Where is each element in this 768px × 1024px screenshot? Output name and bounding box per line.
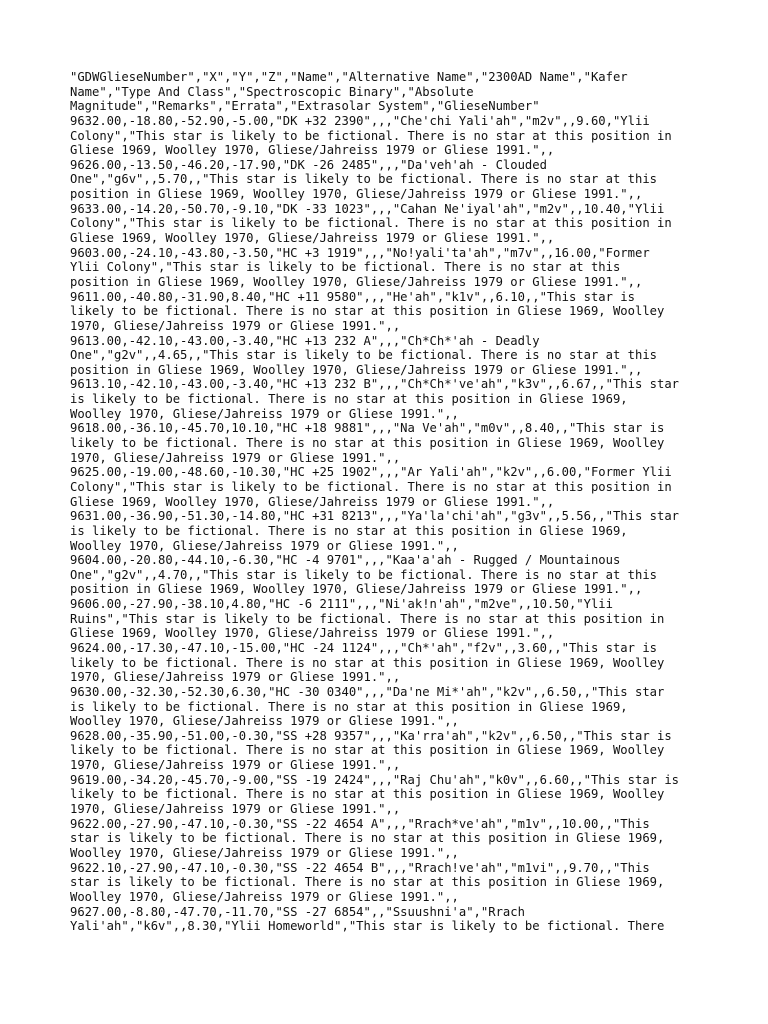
csv-line: likely to be fictional. There is no star at this position in Gliese 1969, Woolley	[70, 304, 665, 319]
csv-line: Name","Type And Class","Spectroscopic Binary","Absolute	[70, 84, 474, 99]
csv-line: Yali'ah","k6v",,8.30,"Ylii Homeworld","This star is likely to be fictional. There	[70, 919, 665, 934]
csv-line: Magnitude","Remarks","Errata","Extrasolar System","GlieseNumber"	[70, 99, 540, 114]
csv-line: 9632.00,-18.80,-52.90,-5.00,"DK +32 2390",,,"Che'chi Yali'ah","m2v",,9.60,"Ylii	[70, 113, 650, 128]
csv-line: Colony","This star is likely to be fictional. There is no star at this position in	[70, 479, 672, 494]
csv-line: position in Gliese 1969, Woolley 1970, Gliese/Jahreiss 1979 or Gliese 1991.",,	[70, 187, 643, 202]
csv-line: 9604.00,-20.80,-44.10,-6.30,"HC -4 9701",,,"Kaa'a'ah - Rugged / Mountainous	[70, 553, 621, 568]
csv-line: 1970, Gliese/Jahreiss 1979 or Gliese 1991.",,	[70, 802, 401, 817]
csv-line: One","g2v",,4.65,,"This star is likely to be fictional. There is no star at this	[70, 348, 657, 363]
csv-line: Ruins","This star is likely to be fictional. There is no star at this position in	[70, 611, 665, 626]
csv-line: Gliese 1969, Woolley 1970, Gliese/Jahreiss 1979 or Gliese 1991.",,	[70, 626, 555, 641]
csv-line: likely to be fictional. There is no star at this position in Gliese 1969, Woolley	[70, 787, 665, 802]
csv-line: Colony","This star is likely to be fictional. There is no star at this position in	[70, 216, 672, 231]
csv-line: 9622.00,-27.90,-47.10,-0.30,"SS -22 4654 A",,,"Rrach*ve'ah","m1v",,10.00,,"This	[70, 816, 650, 831]
csv-line: likely to be fictional. There is no star at this position in Gliese 1969, Woolley	[70, 655, 665, 670]
csv-line: position in Gliese 1969, Woolley 1970, Gliese/Jahreiss 1979 or Gliese 1991.",,	[70, 274, 643, 289]
csv-line: 1970, Gliese/Jahreiss 1979 or Gliese 1991.",,	[70, 318, 401, 333]
csv-line: Ylii Colony","This star is likely to be fictional. There is no star at this	[70, 260, 621, 275]
csv-line: is likely to be fictional. There is no star at this position in Gliese 1969,	[70, 523, 628, 538]
csv-line: Gliese 1969, Woolley 1970, Gliese/Jahreiss 1979 or Gliese 1991.",,	[70, 231, 555, 246]
csv-line: 9622.10,-27.90,-47.10,-0.30,"SS -22 4654 B",,,"Rrach!ve'ah","m1vi",,9.70,,"This	[70, 860, 650, 875]
csv-line: 9603.00,-24.10,-43.80,-3.50,"HC +3 1919",,,"No!yali'ta'ah","m7v",,16.00,"Former	[70, 245, 650, 260]
csv-line: is likely to be fictional. There is no star at this position in Gliese 1969,	[70, 392, 628, 407]
csv-line: 9606.00,-27.90,-38.10,4.80,"HC -6 2111",,,"Ni'ak!n'ah","m2ve",,10.50,"Ylii	[70, 597, 613, 612]
csv-line: One","g2v",,4.70,,"This star is likely to be fictional. There is no star at this	[70, 567, 657, 582]
csv-line: 9626.00,-13.50,-46.20,-17.90,"DK -26 2485",,,"Da'veh'ah - Clouded	[70, 157, 547, 172]
csv-line: Gliese 1969, Woolley 1970, Gliese/Jahreiss 1979 or Gliese 1991.",,	[70, 494, 555, 509]
csv-line: 9625.00,-19.00,-48.60,-10.30,"HC +25 1902",,,"Ar Yali'ah","k2v",,6.00,"Former Ylii	[70, 465, 672, 480]
csv-line: 9618.00,-36.10,-45.70,10.10,"HC +18 9881",,,"Na Ve'ah","m0v",,8.40,,"This star is	[70, 421, 665, 436]
csv-line: 9627.00,-8.80,-47.70,-11.70,"SS -27 6854",,"Ssuushni'a","Rrach	[70, 904, 525, 919]
csv-line: Woolley 1970, Gliese/Jahreiss 1979 or Gliese 1991.",,	[70, 538, 459, 553]
csv-line: Woolley 1970, Gliese/Jahreiss 1979 or Gliese 1991.",,	[70, 406, 459, 421]
csv-line: 9631.00,-36.90,-51.30,-14.80,"HC +31 8213",,,"Ya'la'chi'ah","g3v",,5.56,,"This star	[70, 509, 680, 524]
csv-line: is likely to be fictional. There is no star at this position in Gliese 1969,	[70, 699, 628, 714]
csv-line: 9630.00,-32.30,-52.30,6.30,"HC -30 0340",,,"Da'ne Mi*'ah","k2v",,6.50,,"This star	[70, 684, 665, 699]
csv-line: Colony","This star is likely to be fictional. There is no star at this position in	[70, 128, 672, 143]
csv-line: 1970, Gliese/Jahreiss 1979 or Gliese 1991.",,	[70, 670, 401, 685]
csv-line: 1970, Gliese/Jahreiss 1979 or Gliese 1991.",,	[70, 450, 401, 465]
csv-line: Gliese 1969, Woolley 1970, Gliese/Jahreiss 1979 or Gliese 1991.",,	[70, 143, 555, 158]
csv-line: "GDWGlieseNumber","X","Y","Z","Name","Alternative Name","2300AD Name","Kafer	[70, 70, 628, 84]
csv-line: position in Gliese 1969, Woolley 1970, Gliese/Jahreiss 1979 or Gliese 1991.",,	[70, 582, 643, 597]
document-page	[70, 70, 710, 934]
csv-line: Woolley 1970, Gliese/Jahreiss 1979 or Gliese 1991.",,	[70, 845, 459, 860]
csv-line: 9628.00,-35.90,-51.00,-0.30,"SS +28 9357",,,"Ka'rra'ah","k2v",,6.50,,"This star is	[70, 728, 672, 743]
csv-line: 9619.00,-34.20,-45.70,-9.00,"SS -19 2424",,,"Raj Chu'ah","k0v",,6.60,,"This star is	[70, 772, 680, 787]
csv-line: likely to be fictional. There is no star at this position in Gliese 1969, Woolley	[70, 436, 665, 451]
csv-line: Woolley 1970, Gliese/Jahreiss 1979 or Gliese 1991.",,	[70, 714, 459, 729]
csv-line: position in Gliese 1969, Woolley 1970, Gliese/Jahreiss 1979 or Gliese 1991.",,	[70, 362, 643, 377]
csv-line: 9613.10,-42.10,-43.00,-3.40,"HC +13 232 B",,,"Ch*Ch*'ve'ah","k3v",,6.67,,"This star	[70, 377, 680, 392]
csv-line: 9613.00,-42.10,-43.00,-3.40,"HC +13 232 A",,,"Ch*Ch*'ah - Deadly	[70, 333, 540, 348]
csv-line: 9611.00,-40.80,-31.90,8.40,"HC +11 9580",,,"He'ah","k1v",,6.10,,"This star is	[70, 289, 635, 304]
csv-line: One","g6v",,5.70,,"This star is likely to be fictional. There is no star at this	[70, 172, 657, 187]
csv-line: 9624.00,-17.30,-47.10,-15.00,"HC -24 1124",,,"Ch*'ah","f2v",,3.60,,"This star is	[70, 640, 657, 655]
csv-line: star is likely to be fictional. There is no star at this position in Gliese 1969,	[70, 831, 665, 846]
csv-line: star is likely to be fictional. There is no star at this position in Gliese 1969,	[70, 875, 665, 890]
csv-text-block	[70, 70, 710, 934]
csv-line: likely to be fictional. There is no star at this position in Gliese 1969, Woolley	[70, 743, 665, 758]
csv-line: Woolley 1970, Gliese/Jahreiss 1979 or Gliese 1991.",,	[70, 889, 459, 904]
csv-line: 9633.00,-14.20,-50.70,-9.10,"DK -33 1023",,,"Cahan Ne'iyal'ah","m2v",,10.40,"Ylii	[70, 201, 665, 216]
csv-line: 1970, Gliese/Jahreiss 1979 or Gliese 1991.",,	[70, 758, 401, 773]
